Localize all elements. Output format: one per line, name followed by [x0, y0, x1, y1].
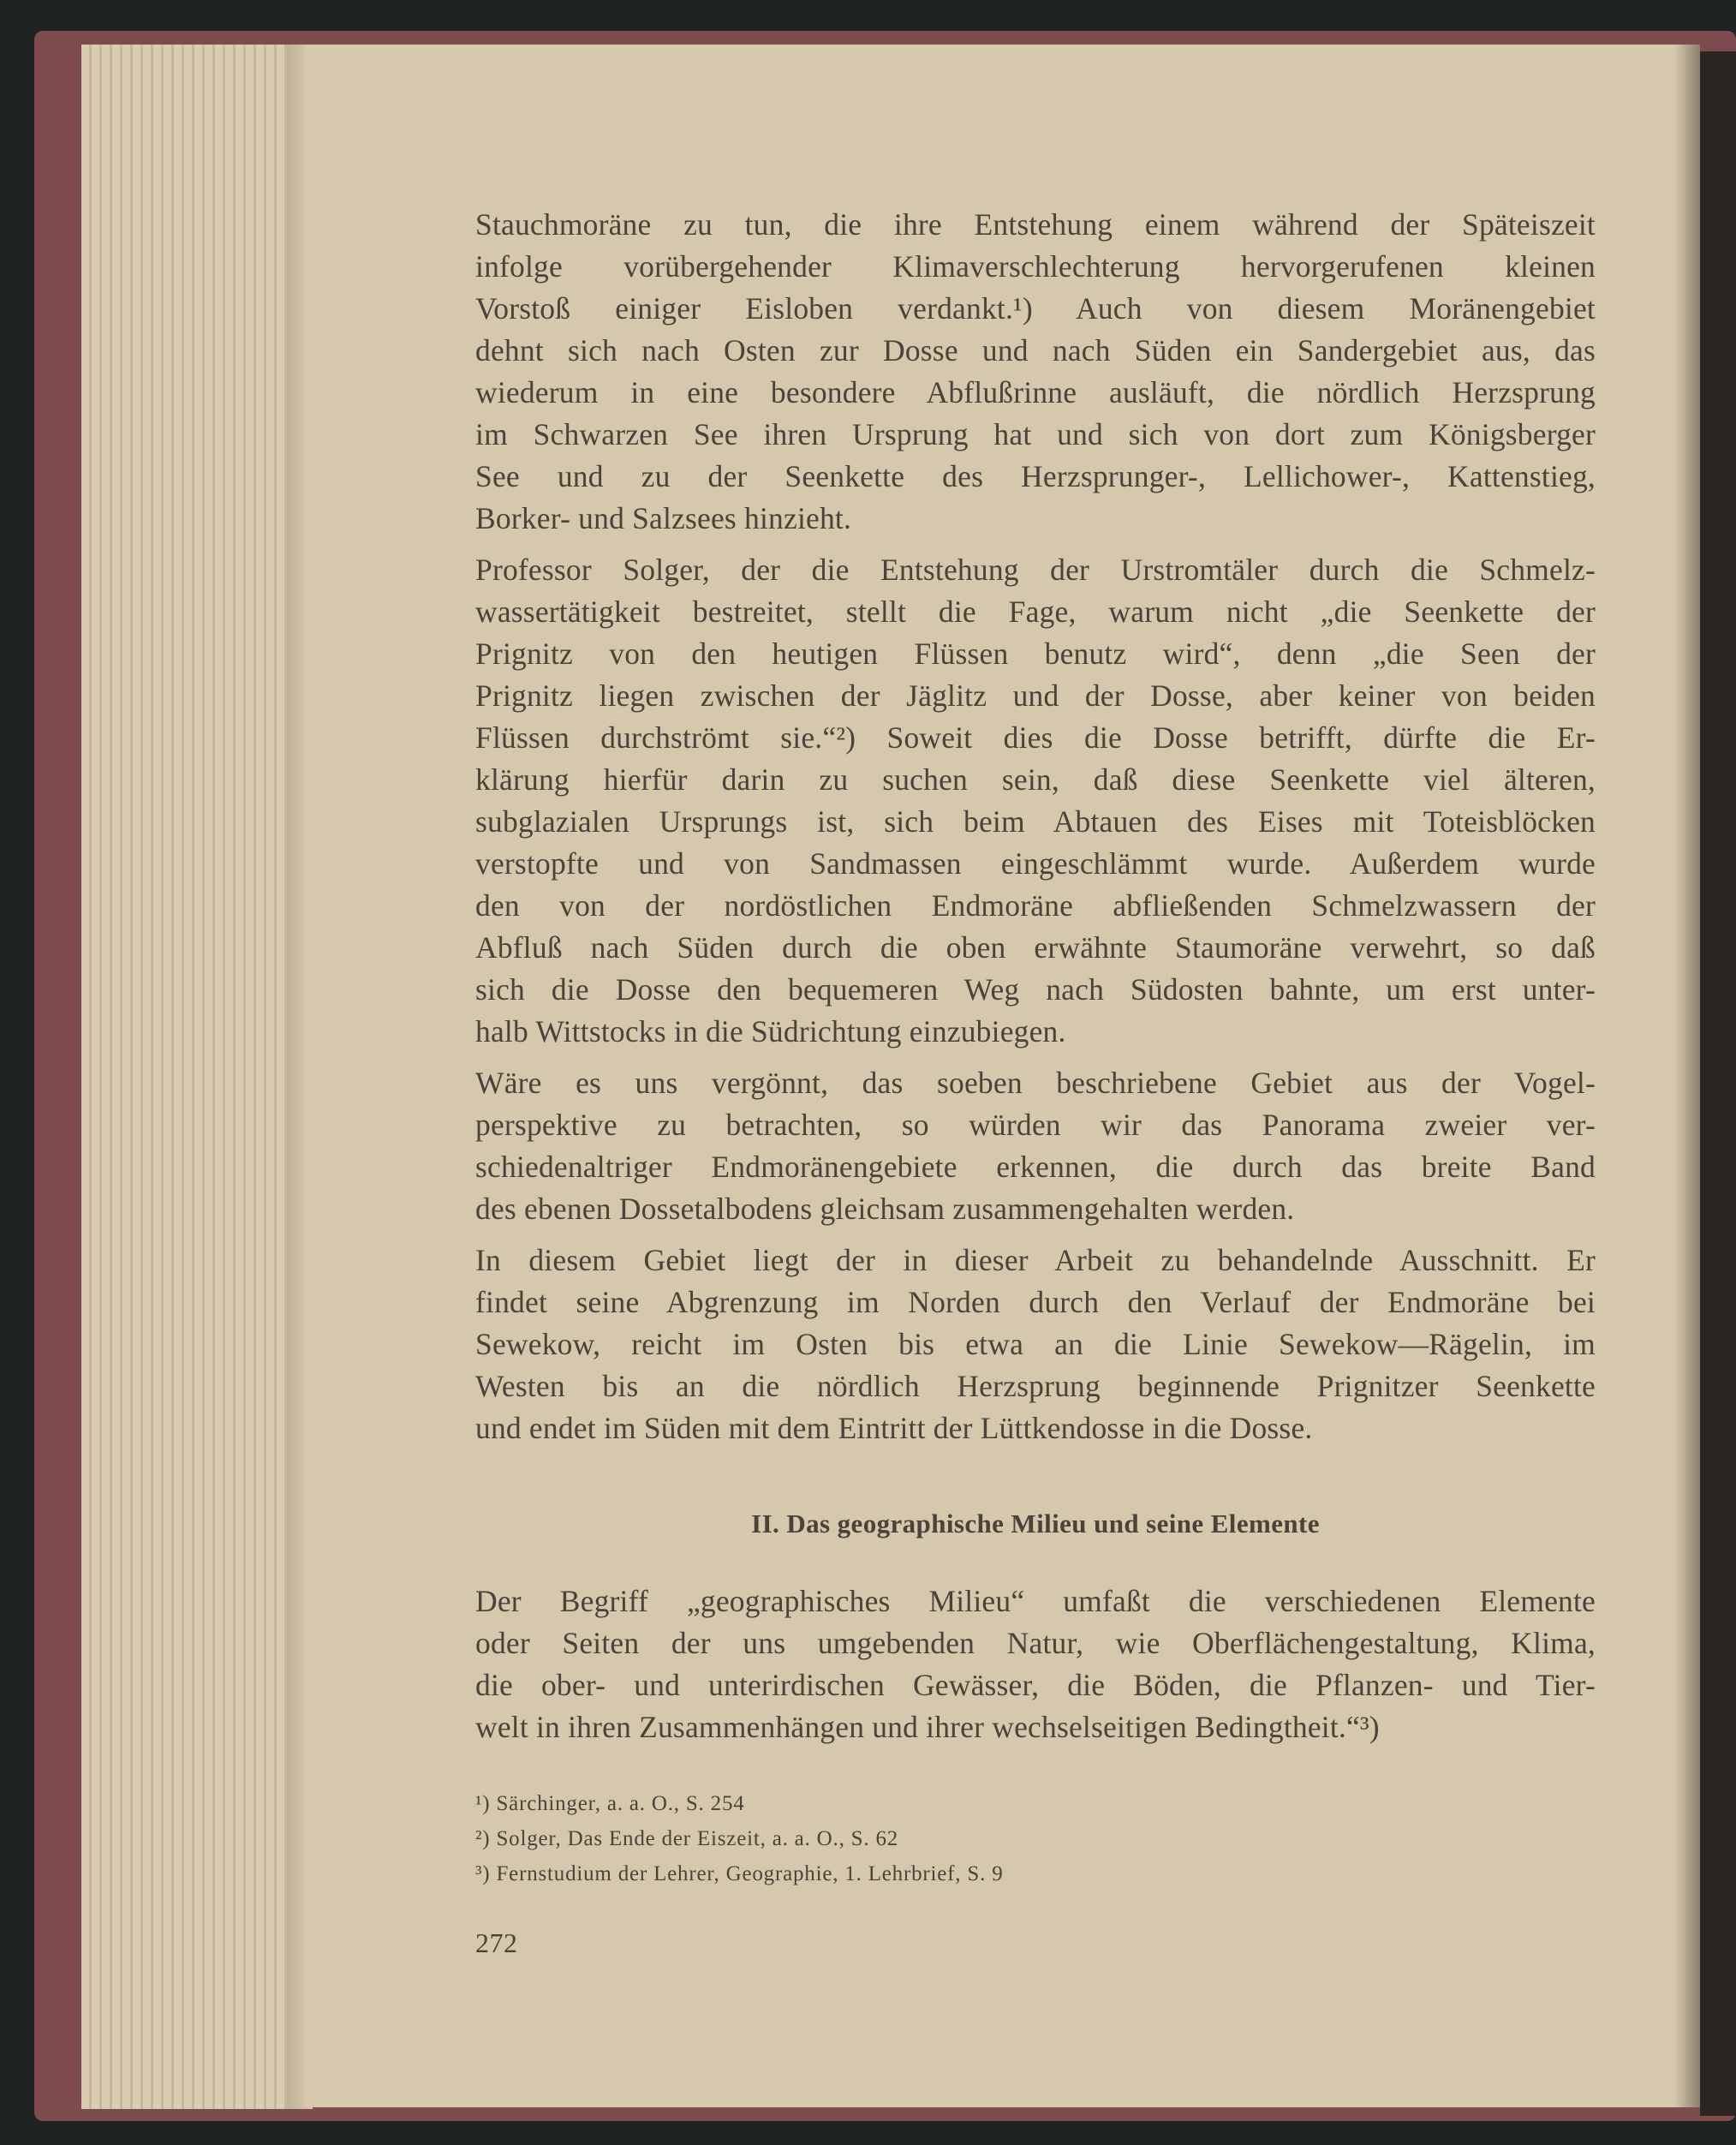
text-line: und endet im Süden mit dem Eintritt der Lüttkendosse in die Dosse. — [475, 1411, 1313, 1445]
text-line: infolge vorübergehender Klimaverschlechterung hervorgerufenen kleinen — [475, 249, 1596, 284]
text-line: Professor Solger, der die Entstehung der Urstromtäler durch die Schmelz- — [475, 553, 1596, 587]
background-edge — [1700, 51, 1736, 2116]
section-paragraph — [475, 1580, 1596, 1748]
text-line: wassertätigkeit bestreitet, stellt die Fage, warum nicht „die Seenkette der — [475, 595, 1596, 629]
text-line: wiederum in eine besondere Abflußrinne ausläuft, die nördlich Herzsprung — [475, 375, 1596, 409]
paragraph-1 — [475, 204, 1596, 540]
text-line: im Schwarzen See ihren Ursprung hat und sich von dort zum Königsberger — [475, 417, 1596, 451]
text-line: schiedenaltriger Endmoränengebiete erkennen, die durch das breite Band — [475, 1150, 1596, 1184]
paragraph-2 — [475, 549, 1596, 1053]
footnote-2: ²) Solger, Das Ende der Eiszeit, a. a. O., S. 62 — [475, 1827, 899, 1850]
footnote-3: ³) Fernstudium der Lehrer, Geographie, 1. Lehrbrief, S. 9 — [475, 1862, 1004, 1885]
text-line: oder Seiten der uns umgebenden Natur, wie Oberflächengestaltung, Klima, — [475, 1626, 1596, 1660]
paragraph-4 — [475, 1240, 1596, 1449]
text-line: Stauchmoräne zu tun, die ihre Entstehung einem während der Späteiszeit — [475, 207, 1596, 242]
text-line: die ober- und unterirdischen Gewässer, die Böden, die Pflanzen- und Tier- — [475, 1668, 1596, 1702]
text-line: verstopfte und von Sandmassen eingeschlämmt wurde. Außerdem wurde — [475, 846, 1596, 881]
text-line: halb Wittstocks in die Südrichtung einzubiegen. — [475, 1014, 1066, 1049]
text-line: Prignitz von den heutigen Flüssen benutz wird“, denn „die Seen der — [475, 636, 1596, 671]
text-line: welt in ihren Zusammenhängen und ihrer wechselseitigen Bedingtheit.“³) — [475, 1710, 1380, 1744]
text-line: Flüssen durchströmt sie.“²) Soweit dies die Dosse betrifft, dürfte die Er- — [475, 720, 1596, 755]
text-line: sich die Dosse den bequemeren Weg nach Südosten bahnte, um erst unter- — [475, 972, 1596, 1007]
page-number: 272 — [475, 1927, 518, 1958]
text-line: Vorstoß einiger Eisloben verdankt.¹) Auch von diesem Moränengebiet — [475, 291, 1596, 326]
text-line: Prignitz liegen zwischen der Jäglitz und der Dosse, aber keiner von beiden — [475, 678, 1596, 713]
text-line: Wäre es uns vergönnt, das soeben beschriebene Gebiet aus der Vogel- — [475, 1066, 1596, 1100]
section-heading: II. Das geographische Milieu und seine Elemente — [751, 1509, 1320, 1539]
text-line: dehnt sich nach Osten zur Dosse und nach Süden ein Sandergebiet aus, das — [475, 333, 1596, 367]
text-line: In diesem Gebiet liegt der in dieser Arbeit zu behandelnde Ausschnitt. Er — [475, 1243, 1596, 1277]
paragraph-3 — [475, 1062, 1596, 1230]
body-text — [475, 204, 1596, 1748]
text-line: Westen bis an die nördlich Herzsprung beginnende Prignitzer Seenkette — [475, 1369, 1596, 1403]
text-line: Borker- und Salzsees hinzieht. — [475, 501, 852, 535]
text-line: See und zu der Seenkette des Herzsprunger-, Lellichower-, Kattenstieg, — [475, 459, 1596, 493]
text-line: perspektive zu betrachten, so würden wir das Panorama zweier ver- — [475, 1108, 1596, 1142]
page-right-curve — [1674, 45, 1700, 2107]
text-line: Abfluß nach Süden durch die oben erwähnte Staumoräne verwehrt, so daß — [475, 930, 1596, 965]
text-line: den von der nordöstlichen Endmoräne abfließenden Schmelzwassern der — [475, 888, 1596, 923]
page-edges — [81, 45, 304, 2109]
text-line: subglazialen Ursprungs ist, sich beim Abtauen des Eises mit Toteisblöcken — [475, 804, 1596, 839]
footnote-1: ¹) Särchinger, a. a. O., S. 254 — [475, 1792, 745, 1815]
text-line: klärung hierfür darin zu suchen sein, daß diese Seenkette viel älteren, — [475, 762, 1596, 797]
text-line: Der Begriff „geographisches Milieu“ umfaßt die verschiedenen Elemente — [475, 1584, 1596, 1618]
text-line: findet seine Abgrenzung im Norden durch den Verlauf der Endmoräne bei — [475, 1285, 1596, 1319]
text-line: des ebenen Dossetalbodens gleichsam zusammengehalten werden. — [475, 1192, 1295, 1226]
text-line: Sewekow, reicht im Osten bis etwa an die Linie Sewekow—Rägelin, im — [475, 1327, 1596, 1361]
footnotes — [475, 1786, 1503, 1891]
